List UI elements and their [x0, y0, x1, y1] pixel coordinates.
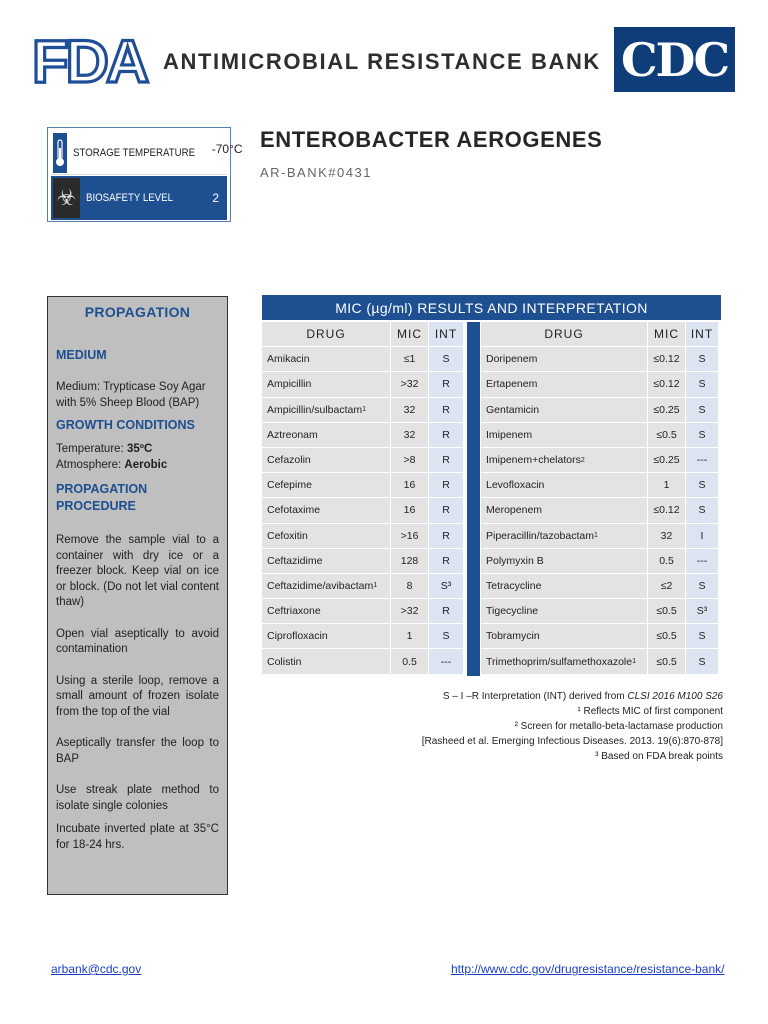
table-row — [262, 524, 464, 549]
storage-temperature-value: -70°C — [211, 141, 243, 156]
table-row — [481, 624, 719, 649]
mic-cell: ≤2 — [648, 574, 686, 599]
int-cell: R — [429, 448, 464, 473]
drug-footnote-marker: 1 — [362, 406, 367, 414]
drug-name: Ampicillin/sulbactam — [267, 403, 363, 416]
int-cell: R — [429, 524, 464, 549]
drug-cell — [481, 498, 648, 523]
table-row — [481, 649, 719, 674]
drug-name: Cefepime — [267, 479, 312, 492]
drug-footnote-marker: 2 — [580, 456, 585, 464]
int-cell: S — [686, 398, 719, 423]
drug-cell — [262, 599, 391, 624]
atmosphere-label: Atmosphere: — [56, 458, 125, 471]
drug-cell — [481, 398, 648, 423]
table-row — [262, 347, 464, 372]
thermometer-icon — [53, 133, 67, 173]
mic-cell: ≤0.5 — [648, 423, 686, 448]
drug-name: Doripenem — [486, 353, 538, 366]
procedure-step: Use streak plate method to isolate single colonies — [56, 784, 219, 812]
int-column-header: INT — [686, 322, 719, 347]
drug-name: Meropenem — [486, 504, 543, 517]
mic-cell: >32 — [391, 599, 429, 624]
drug-cell — [262, 448, 391, 473]
drug-cell — [481, 599, 648, 624]
drug-cell — [481, 649, 648, 674]
footnotes — [422, 689, 723, 764]
mic-cell: >32 — [391, 372, 429, 397]
int-cell: --- — [429, 649, 464, 674]
atmosphere-value: Aerobic — [124, 458, 168, 471]
int-cell: S — [686, 574, 719, 599]
drug-footnote-marker: 1 — [593, 532, 598, 540]
drug-cell — [262, 473, 391, 498]
growth-conditions-heading: GROWTH CONDITIONS — [56, 418, 195, 432]
int-cell: R — [429, 599, 464, 624]
mic-cell: ≤0.25 — [648, 398, 686, 423]
procedure-step: Remove the sample vial to a container with dry ice or a freezer block. Keep vial on ice or block. (Do not let vial content thaw) — [56, 534, 219, 608]
mic-cell: ≤0.5 — [648, 599, 686, 624]
drug-cell — [481, 448, 648, 473]
mic-table-title: MIC (µg/ml) RESULTS AND INTERPRETATION — [262, 295, 721, 320]
drug-cell — [262, 423, 391, 448]
drug-name: Ampicillin — [267, 378, 312, 391]
table-row — [481, 574, 719, 599]
int-cell: R — [429, 423, 464, 448]
mic-header-row — [481, 322, 719, 347]
int-cell: I — [686, 524, 719, 549]
drug-cell — [481, 574, 648, 599]
drug-cell — [481, 423, 648, 448]
table-row — [481, 549, 719, 574]
procedure-step: Using a sterile loop, remove a small amount of frozen isolate from the top of the vial — [56, 674, 219, 718]
drug-cell — [262, 498, 391, 523]
biohazard-icon: ☣ — [53, 178, 80, 218]
biosafety-level-value: 2 — [212, 191, 219, 205]
drug-name: Levofloxacin — [486, 479, 545, 492]
mic-cell: ≤1 — [391, 347, 429, 372]
drug-cell — [262, 347, 391, 372]
drug-footnote-marker: 1 — [632, 658, 636, 666]
table-row — [481, 524, 719, 549]
drug-name: Tigecycline — [486, 605, 539, 618]
footnote-interpretation-text: S – I –R Interpretation (INT) derived from — [442, 691, 628, 702]
resistance-bank-link[interactable]: http://www.cdc.gov/drugresistance/resistance-bank/ — [451, 962, 725, 976]
int-cell: --- — [686, 448, 719, 473]
int-cell: S — [429, 624, 464, 649]
int-cell: S — [686, 347, 719, 372]
table-row — [481, 473, 719, 498]
mic-table-divider — [467, 322, 480, 676]
int-cell: S — [686, 649, 719, 674]
biosafety-level-label: BIOSAFETY LEVEL — [86, 192, 173, 204]
mic-cell: ≤0.12 — [648, 347, 686, 372]
table-row — [262, 649, 464, 674]
drug-name: Ciprofloxacin — [267, 630, 328, 643]
int-cell: S — [686, 473, 719, 498]
drug-column-header: DRUG — [262, 322, 391, 347]
int-cell: R — [429, 372, 464, 397]
mic-header-row — [262, 322, 464, 347]
cdc-logo-text: CDC — [620, 32, 729, 87]
int-cell: S³ — [686, 599, 719, 624]
table-row — [262, 423, 464, 448]
mic-cell: 1 — [648, 473, 686, 498]
mic-cell: >8 — [391, 448, 429, 473]
drug-name: Tetracycline — [486, 579, 542, 592]
fda-logo-text: FDA — [32, 30, 147, 88]
table-row — [481, 347, 719, 372]
propagation-procedure-heading: PROPAGATION PROCEDURE — [56, 482, 148, 513]
drug-cell — [262, 574, 391, 599]
table-row — [481, 498, 719, 523]
storage-temperature-row — [51, 131, 243, 175]
drug-cell — [481, 524, 648, 549]
footnote-1: ¹ Reflects MIC of first component — [577, 706, 723, 717]
table-row — [262, 574, 464, 599]
table-row — [481, 372, 719, 397]
table-row — [262, 473, 464, 498]
mic-cell: >16 — [391, 524, 429, 549]
procedure-step: Incubate inverted plate at 35°C for 18-24 hrs. — [56, 823, 219, 851]
drug-cell — [481, 549, 648, 574]
mic-cell: 0.5 — [648, 549, 686, 574]
mic-cell: 16 — [391, 473, 429, 498]
mic-table-left — [262, 322, 464, 675]
footnote-3: ³ Based on FDA break points — [595, 751, 723, 762]
mic-column-header: MIC — [391, 322, 429, 347]
mic-cell: ≤0.5 — [648, 624, 686, 649]
biosafety-level-row — [51, 176, 227, 220]
drug-cell — [481, 473, 648, 498]
drug-cell — [481, 347, 648, 372]
medium-text: Medium: Trypticase Soy Agar with 5% Sheep Blood (BAP) — [56, 381, 206, 409]
mic-cell: 128 — [391, 549, 429, 574]
temperature-value: 35ºC — [126, 443, 153, 455]
int-cell: R — [429, 398, 464, 423]
propagation-panel — [47, 296, 228, 895]
drug-cell — [481, 372, 648, 397]
table-row — [262, 398, 464, 423]
drug-name: Trimethoprim/sulfamethoxazole — [486, 655, 633, 668]
organism-name: ENTEROBACTER AEROGENES — [260, 127, 603, 152]
bank-title: ANTIMICROBIAL RESISTANCE BANK — [163, 49, 601, 74]
footnote-2: ² Screen for metallo-beta-lactamase production — [514, 721, 723, 732]
mic-table-right — [481, 322, 719, 675]
mic-cell: ≤0.5 — [648, 649, 686, 674]
ar-bank-id: AR-BANK#0431 — [260, 165, 372, 180]
email-link[interactable]: arbank@cdc.gov — [51, 962, 142, 976]
table-row — [262, 549, 464, 574]
drug-cell — [262, 372, 391, 397]
drug-name: Gentamicin — [486, 403, 540, 416]
drug-name: Ertapenem — [486, 378, 538, 391]
drug-name: Colistin — [267, 655, 302, 668]
cdc-logo — [614, 27, 735, 92]
int-cell: R — [429, 498, 464, 523]
drug-column-header: DRUG — [481, 322, 648, 347]
drug-cell — [262, 624, 391, 649]
int-cell: R — [429, 549, 464, 574]
drug-name: Imipenem+chelators — [486, 454, 581, 467]
footnote-clsi-reference: CLSI 2016 M100 S26 — [627, 691, 723, 702]
mic-cell: 1 — [391, 624, 429, 649]
footnote-interpretation — [422, 689, 723, 704]
medium-heading: MEDIUM — [56, 348, 107, 362]
table-row — [481, 398, 719, 423]
drug-name: Imipenem — [486, 428, 533, 441]
drug-cell — [262, 549, 391, 574]
mic-column-header: MIC — [648, 322, 686, 347]
storage-temperature-label: STORAGE TEMPERATURE — [73, 146, 196, 159]
mic-cell: 32 — [648, 524, 686, 549]
temperature-label: Temperature: — [56, 443, 127, 455]
int-cell: S — [686, 498, 719, 523]
drug-name: Tobramycin — [486, 630, 540, 643]
int-cell: S³ — [429, 574, 464, 599]
storage-biosafety-panel — [47, 127, 243, 222]
mic-cell: ≤0.12 — [648, 372, 686, 397]
fda-logo — [32, 30, 154, 88]
table-row — [262, 448, 464, 473]
int-cell: R — [429, 473, 464, 498]
drug-name: Ceftazidime/avibactam — [267, 579, 374, 592]
footnote-2-citation: [Rasheed et al. Emerging Infectious Diseases. 2013. 19(6):870-878] — [421, 736, 723, 747]
drug-cell — [262, 524, 391, 549]
mic-cell: ≤0.25 — [648, 448, 686, 473]
table-row — [481, 599, 719, 624]
drug-name: Ceftriaxone — [267, 605, 321, 618]
drug-cell — [262, 649, 391, 674]
mic-cell: ≤0.12 — [648, 498, 686, 523]
drug-name: Cefazolin — [267, 454, 311, 467]
drug-footnote-marker: 1 — [373, 582, 378, 590]
drug-cell — [262, 398, 391, 423]
drug-cell — [481, 624, 648, 649]
int-cell: S — [686, 423, 719, 448]
mic-cell: 32 — [391, 398, 429, 423]
drug-name: Polymyxin B — [486, 554, 544, 567]
drug-name: Cefotaxime — [267, 504, 321, 517]
table-row — [481, 448, 719, 473]
int-cell: S — [686, 372, 719, 397]
int-cell: S — [686, 624, 719, 649]
mic-cell: 16 — [391, 498, 429, 523]
drug-name: Aztreonam — [267, 428, 318, 441]
int-column-header: INT — [429, 322, 464, 347]
table-row — [262, 372, 464, 397]
mic-cell: 32 — [391, 423, 429, 448]
mic-cell: 8 — [391, 574, 429, 599]
int-cell: --- — [686, 549, 719, 574]
table-row — [262, 624, 464, 649]
temperature-line — [56, 442, 219, 473]
drug-name: Ceftazidime — [267, 554, 323, 567]
mic-cell: 0.5 — [391, 649, 429, 674]
drug-name: Piperacillin/tazobactam — [486, 529, 594, 542]
procedure-step: Open vial aseptically to avoid contamination — [56, 627, 219, 655]
table-row — [481, 423, 719, 448]
drug-name: Amikacin — [267, 353, 310, 366]
table-row — [262, 599, 464, 624]
drug-name: Cefoxitin — [267, 529, 308, 542]
int-cell: S — [429, 347, 464, 372]
procedure-step: Aseptically transfer the loop to BAP — [56, 737, 219, 765]
table-row — [262, 498, 464, 523]
propagation-title: PROPAGATION — [84, 304, 191, 320]
